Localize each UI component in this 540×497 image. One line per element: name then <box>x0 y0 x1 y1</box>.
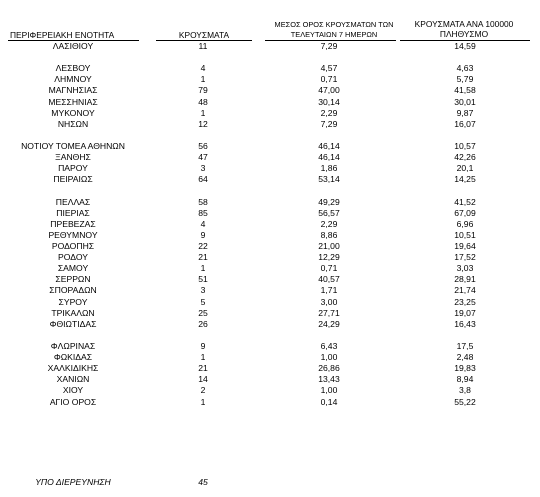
avg7-cell: 7,29 <box>320 118 338 129</box>
avg7-cell: 24,29 <box>318 318 340 329</box>
per100k-cell: 55,22 <box>454 396 476 407</box>
per100k-cell: 16,07 <box>454 118 476 129</box>
table-row <box>0 152 540 163</box>
per100k-cell: 10,57 <box>454 140 476 151</box>
region-cell: ΝΟΤΙΟΥ ΤΟΜΕΑ ΑΘΗΝΩΝ <box>21 140 125 151</box>
header-region: ΠΕΡΙΦΕΡΕΙΑΚΗ ΕΝΟΤΗΤΑ <box>10 30 115 40</box>
table-row <box>0 197 540 208</box>
header-per100k <box>398 19 530 39</box>
avg7-cell: 26,86 <box>318 363 340 374</box>
per100k-cell: 23,25 <box>454 296 476 307</box>
table-row <box>0 219 540 230</box>
avg7-cell: 6,43 <box>320 340 338 351</box>
cases-cell: 1 <box>200 352 206 363</box>
per100k-cell: 41,52 <box>454 196 476 207</box>
per100k-cell: 10,51 <box>454 229 476 240</box>
cases-cell: 4 <box>200 63 206 74</box>
region-cell: ΡΟΔΟΠΗΣ <box>51 240 95 251</box>
per100k-cell: 4,63 <box>456 63 474 74</box>
region-cell: ΜΕΣΣΗΝΙΑΣ <box>48 96 98 107</box>
table-row <box>0 308 540 319</box>
region-cell: ΦΩΚΙΔΑΣ <box>53 352 93 363</box>
table-row <box>0 163 540 174</box>
per100k-cell: 67,09 <box>454 207 476 218</box>
region-cell: ΣΑΜΟΥ <box>57 263 89 274</box>
per100k-cell: 42,26 <box>454 152 476 163</box>
table-row <box>0 85 540 96</box>
table-body <box>0 41 540 408</box>
region-cell: ΜΥΚΟΝΟΥ <box>51 107 95 118</box>
table-row <box>0 141 540 152</box>
region-cell: ΦΘΙΩΤΙΔΑΣ <box>49 318 97 329</box>
table-row <box>0 263 540 274</box>
avg7-cell: 56,57 <box>318 207 340 218</box>
avg7-cell: 53,14 <box>318 174 340 185</box>
region-cell: ΧΑΛΚΙΔΙΚΗΣ <box>47 363 99 374</box>
per100k-cell: 6,96 <box>456 218 474 229</box>
table-row <box>0 285 540 296</box>
avg7-cell: 0,14 <box>320 396 338 407</box>
per100k-cell: 17,5 <box>456 340 474 351</box>
table-row <box>0 208 540 219</box>
avg7-cell: 46,14 <box>318 140 340 151</box>
cases-cell: 12 <box>198 118 208 129</box>
avg7-cell: 7,29 <box>320 41 338 51</box>
cases-cell: 9 <box>200 340 206 351</box>
avg7-cell: 49,29 <box>318 196 340 207</box>
cases-cell: 5 <box>200 296 206 307</box>
cases-cell: 1 <box>200 396 206 407</box>
table-row <box>0 397 540 408</box>
cases-cell: 3 <box>200 163 206 174</box>
table-row <box>0 108 540 119</box>
per100k-cell: 21,74 <box>454 285 476 296</box>
avg7-cell: 12,29 <box>318 252 340 263</box>
per100k-cell: 14,25 <box>454 174 476 185</box>
per100k-cell: 20,1 <box>456 163 474 174</box>
per100k-cell: 14,59 <box>454 41 476 51</box>
table-row <box>0 319 540 330</box>
region-cell: ΧΑΝΙΩΝ <box>56 374 90 385</box>
cases-cell: 3 <box>200 285 206 296</box>
pending-row <box>0 476 540 488</box>
per100k-cell: 5,79 <box>456 74 474 85</box>
region-cell: ΤΡΙΚΑΛΩΝ <box>51 307 95 318</box>
per100k-cell: 3,8 <box>459 385 471 396</box>
table-row <box>0 74 540 85</box>
per100k-cell: 3,03 <box>456 263 474 274</box>
cases-cell: 47 <box>198 152 208 163</box>
header-cases: ΚΡΟΥΣΜΑΤΑ <box>178 30 230 40</box>
avg7-cell: 4,57 <box>320 63 338 74</box>
cases-cell: 58 <box>198 196 208 207</box>
region-cell: ΠΡΕΒΕΖΑΣ <box>50 218 96 229</box>
per100k-cell: 16,43 <box>454 318 476 329</box>
region-cell: ΧΙΟΥ <box>62 385 84 396</box>
region-cell: ΦΛΩΡΙΝΑΣ <box>50 340 96 351</box>
cases-cell: 85 <box>198 207 208 218</box>
table-row <box>0 63 540 74</box>
cases-cell: 26 <box>198 318 208 329</box>
region-cell: ΠΙΕΡΙΑΣ <box>56 207 90 218</box>
per100k-cell: 9,87 <box>456 107 474 118</box>
avg7-cell: 8,86 <box>320 229 338 240</box>
region-cell: ΡΟΔΟΥ <box>58 252 88 263</box>
cases-cell: 48 <box>198 96 208 107</box>
region-cell: ΣΕΡΡΩΝ <box>55 274 91 285</box>
avg7-cell: 30,14 <box>318 96 340 107</box>
avg7-cell: 27,71 <box>318 307 340 318</box>
table-row <box>0 352 540 363</box>
table-row <box>0 374 540 385</box>
avg7-cell: 21,00 <box>318 240 340 251</box>
cases-cell: 22 <box>198 240 208 251</box>
table-row <box>0 341 540 352</box>
avg7-cell: 1,00 <box>320 385 338 396</box>
cases-cell: 79 <box>198 85 208 96</box>
per100k-cell: 2,48 <box>456 352 474 363</box>
region-cell: ΝΗΣΩΝ <box>57 118 89 129</box>
table-row <box>0 97 540 108</box>
table-row <box>0 297 540 308</box>
table-row <box>0 174 540 185</box>
region-cell: ΠΑΡΟΥ <box>58 163 88 174</box>
per100k-cell: 19,83 <box>454 363 476 374</box>
avg7-cell: 1,00 <box>320 352 338 363</box>
cases-cell: 64 <box>198 174 208 185</box>
avg7-cell: 2,29 <box>320 107 338 118</box>
header-per100k-line1: ΚΡΟΥΣΜΑΤΑ ΑΝΑ 100000 <box>414 19 514 29</box>
avg7-cell: 47,00 <box>318 85 340 96</box>
avg7-cell: 40,57 <box>318 274 340 285</box>
table-gap-row <box>0 130 540 141</box>
header-avg7 <box>270 20 398 40</box>
cases-cell: 25 <box>198 307 208 318</box>
cases-cell: 2 <box>200 385 206 396</box>
header-avg7-line1: ΜΕΣΟΣ ΟΡΟΣ ΚΡΟΥΣΜΑΤΩΝ ΤΩΝ <box>274 20 394 29</box>
cases-cell: 1 <box>200 107 206 118</box>
avg7-cell: 13,43 <box>318 374 340 385</box>
pending-label: ΥΠΟ ΔΙΕΡΕΥΝΗΣΗ <box>35 477 111 487</box>
per100k-cell: 41,58 <box>454 85 476 96</box>
cases-cell: 14 <box>198 374 208 385</box>
region-cell: ΛΑΣΙΘΙΟΥ <box>52 41 94 51</box>
region-cell: ΣΠΟΡΑΔΩΝ <box>49 285 97 296</box>
avg7-cell: 1,86 <box>320 163 338 174</box>
cases-cell: 4 <box>200 218 206 229</box>
region-cell: ΑΓΙΟ ΟΡΟΣ <box>49 396 97 407</box>
table-gap-row <box>0 330 540 341</box>
avg7-cell: 0,71 <box>320 74 338 85</box>
table-row <box>0 241 540 252</box>
avg7-cell: 2,29 <box>320 218 338 229</box>
per100k-cell: 30,01 <box>454 96 476 107</box>
table-row <box>0 252 540 263</box>
cases-cell: 11 <box>198 41 208 51</box>
cases-cell: 1 <box>200 263 206 274</box>
table-gap-row <box>0 185 540 196</box>
cases-cell: 21 <box>198 363 208 374</box>
header-avg7-line2: ΤΕΛΕΥΤΑΙΩΝ 7 ΗΜΕΡΩΝ <box>290 30 378 39</box>
region-cell: ΛΗΜΝΟΥ <box>54 74 92 85</box>
region-cell: ΣΥΡΟΥ <box>58 296 88 307</box>
header-per100k-line2: ΠΛΗΘΥΣΜΟ <box>439 29 489 39</box>
table-gap-row <box>0 52 540 63</box>
pending-cases: 45 <box>198 477 208 487</box>
region-cell: ΛΕΣΒΟΥ <box>55 63 91 74</box>
avg7-cell: 3,00 <box>320 296 338 307</box>
per100k-cell: 28,91 <box>454 274 476 285</box>
region-cell: ΠΕΛΛΑΣ <box>55 196 91 207</box>
table-row <box>0 41 540 52</box>
cases-cell: 51 <box>198 274 208 285</box>
cases-cell: 9 <box>200 229 206 240</box>
table-row <box>0 274 540 285</box>
table-row <box>0 363 540 374</box>
per100k-cell: 17,52 <box>454 252 476 263</box>
per100k-cell: 8,94 <box>456 374 474 385</box>
per100k-cell: 19,64 <box>454 240 476 251</box>
per100k-cell: 19,07 <box>454 307 476 318</box>
cases-cell: 56 <box>198 140 208 151</box>
region-cell: ΠΕΙΡΑΙΩΣ <box>53 174 93 185</box>
table-row <box>0 119 540 130</box>
avg7-cell: 1,71 <box>320 285 338 296</box>
table-row <box>0 385 540 396</box>
avg7-cell: 0,71 <box>320 263 338 274</box>
region-cell: ΜΑΓΝΗΣΙΑΣ <box>48 85 98 96</box>
avg7-cell: 46,14 <box>318 152 340 163</box>
cases-cell: 1 <box>200 74 206 85</box>
region-cell: ΡΕΘΥΜΝΟΥ <box>48 229 98 240</box>
table-row <box>0 230 540 241</box>
region-cell: ΞΑΝΘΗΣ <box>55 152 91 163</box>
cases-cell: 21 <box>198 252 208 263</box>
